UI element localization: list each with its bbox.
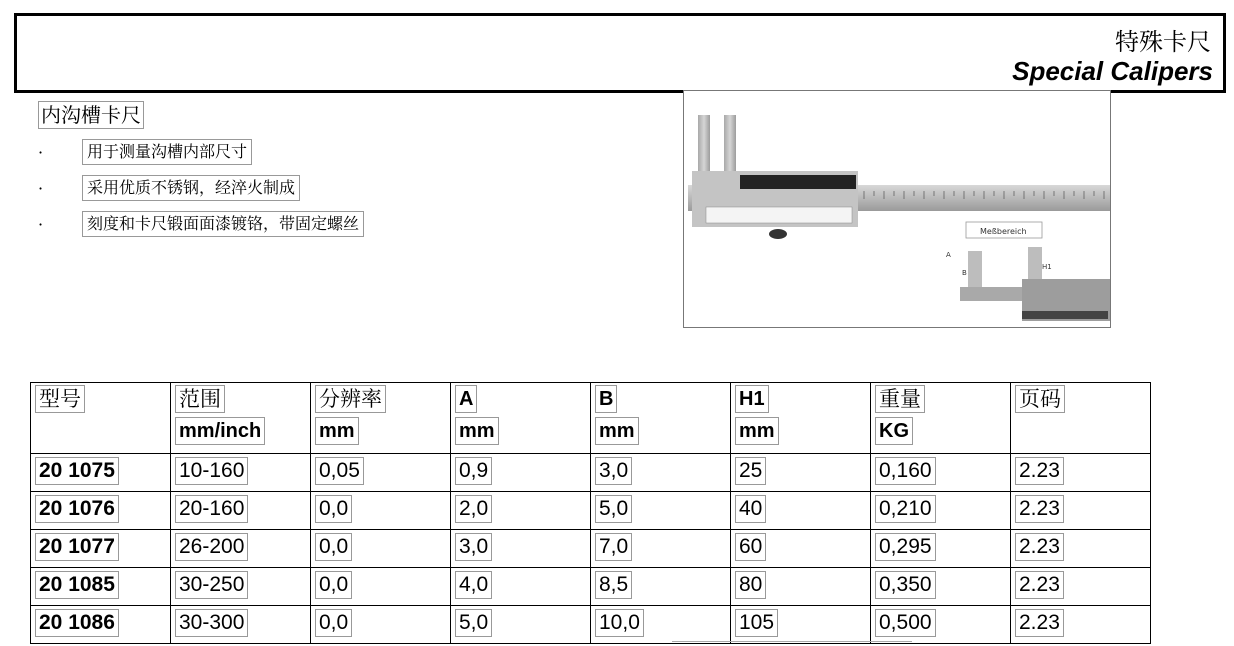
table-cell [731, 492, 871, 530]
table-cell [31, 530, 171, 568]
cell-value: 0,05 [315, 457, 364, 485]
feature-text: 用于测量沟槽内部尺寸 [82, 139, 252, 165]
header-cell [1011, 383, 1151, 454]
table-cell [871, 568, 1011, 606]
cell-value: 0,160 [875, 457, 936, 485]
bullet: · [38, 215, 44, 234]
header-cell [451, 383, 591, 454]
table-row [31, 454, 1151, 492]
cell-value: 10,0 [595, 609, 644, 637]
table-cell [1011, 568, 1151, 606]
cell-value: 0,9 [455, 457, 492, 485]
cell-value: 4,0 [455, 571, 492, 599]
table-cell [871, 492, 1011, 530]
table-cell [311, 568, 451, 606]
table-cell [1011, 492, 1151, 530]
header-cell [171, 383, 311, 454]
cell-value: 20-160 [175, 495, 248, 523]
cell-value: 60 [735, 533, 766, 561]
header-title-cn: 特殊卡尺 [1115, 28, 1211, 56]
table-row [31, 530, 1151, 568]
diagram-label-h1: H1 [1042, 263, 1052, 271]
cell-value: 40 [735, 495, 766, 523]
model-number: 20 1085 [35, 571, 119, 599]
model-number: 20 1077 [35, 533, 119, 561]
header-label: 范围 [175, 385, 225, 413]
header-cell [311, 383, 451, 454]
table-cell [171, 568, 311, 606]
cell-value: 0,350 [875, 571, 936, 599]
header-label: 页码 [1015, 385, 1065, 413]
table-cell [311, 454, 451, 492]
table-header-row [31, 383, 1151, 454]
bullet: · [38, 179, 44, 198]
diagram-label-b: B [962, 269, 967, 277]
section-title: 内沟槽卡尺 [38, 101, 144, 129]
table-cell [31, 492, 171, 530]
feature-text: 采用优质不锈钢，经淬火制成 [82, 175, 300, 201]
table-row [31, 606, 1151, 644]
cell-value: 3,0 [595, 457, 632, 485]
table-cell [451, 454, 591, 492]
vernier-scale [706, 207, 852, 223]
table-cell [451, 530, 591, 568]
cell-value: 2,0 [455, 495, 492, 523]
table-row [31, 568, 1151, 606]
table-cell [311, 606, 451, 644]
caliper-photo [683, 90, 1111, 328]
caliper-illustration [684, 91, 1111, 328]
bottom-rule [672, 641, 912, 642]
slider-dark-band [740, 175, 856, 189]
cell-value: 0,0 [315, 609, 352, 637]
table-cell [171, 454, 311, 492]
header-cell [871, 383, 1011, 454]
header-label: 重量 [875, 385, 925, 413]
header-unit: mm [735, 417, 779, 445]
table-cell [591, 492, 731, 530]
cell-value: 2.23 [1015, 571, 1064, 599]
table-cell [31, 606, 171, 644]
table-cell [1011, 530, 1151, 568]
table-cell [1011, 454, 1151, 492]
cell-value: 0,0 [315, 495, 352, 523]
cell-value: 7,0 [595, 533, 632, 561]
cell-value: 0,500 [875, 609, 936, 637]
table-cell [451, 568, 591, 606]
table-cell [871, 606, 1011, 644]
header-unit: mm [595, 417, 639, 445]
table-cell [731, 568, 871, 606]
model-number: 20 1086 [35, 609, 119, 637]
table-cell [311, 492, 451, 530]
table-cell [591, 606, 731, 644]
table-cell [871, 454, 1011, 492]
diagram-measure-label: Meßbereich [980, 227, 1027, 236]
table-cell [731, 454, 871, 492]
header-unit: mm/inch [175, 417, 265, 445]
cell-value: 30-250 [175, 571, 248, 599]
cell-value: 0,210 [875, 495, 936, 523]
cell-value: 2.23 [1015, 609, 1064, 637]
cell-value: 10-160 [175, 457, 248, 485]
cell-value: 8,5 [595, 571, 632, 599]
cell-value: 80 [735, 571, 766, 599]
header-cell [591, 383, 731, 454]
header-cell [731, 383, 871, 454]
table-cell [171, 606, 311, 644]
table-cell [451, 492, 591, 530]
cell-value: 0,0 [315, 571, 352, 599]
model-number: 20 1076 [35, 495, 119, 523]
cell-value: 5,0 [595, 495, 632, 523]
table-row [31, 492, 1151, 530]
header-unit: mm [455, 417, 499, 445]
header-label: 型号 [35, 385, 85, 413]
header-label: 分辨率 [315, 385, 386, 413]
table-cell [871, 530, 1011, 568]
header-title-en: Special Calipers [1012, 56, 1213, 86]
cell-value: 2.23 [1015, 533, 1064, 561]
cell-value: 105 [735, 609, 778, 637]
table-cell [451, 606, 591, 644]
cell-value: 2.23 [1015, 457, 1064, 485]
diagram-label-a: A [946, 251, 951, 259]
header-unit: KG [875, 417, 913, 445]
table-cell [311, 530, 451, 568]
header-box [14, 13, 1226, 93]
bullet: · [38, 143, 44, 162]
header-cell [31, 383, 171, 454]
diagram-dark-strip [1022, 311, 1108, 319]
table-cell [31, 568, 171, 606]
table-cell [171, 530, 311, 568]
table-cell [591, 530, 731, 568]
cell-value: 0,0 [315, 533, 352, 561]
cell-value: 25 [735, 457, 766, 485]
header-unit: mm [315, 417, 359, 445]
groove-diagram [946, 222, 1111, 321]
table-cell [171, 492, 311, 530]
table-cell [731, 530, 871, 568]
cell-value: 5,0 [455, 609, 492, 637]
header-label: H1 [735, 385, 769, 413]
thumb-screw [769, 229, 787, 239]
model-number: 20 1075 [35, 457, 119, 485]
table-cell [591, 454, 731, 492]
cell-value: 2.23 [1015, 495, 1064, 523]
table-cell [591, 568, 731, 606]
cell-value: 30-300 [175, 609, 248, 637]
spec-table [30, 382, 1151, 644]
table-cell [1011, 606, 1151, 644]
table-cell [31, 454, 171, 492]
cell-value: 3,0 [455, 533, 492, 561]
cell-value: 26-200 [175, 533, 248, 561]
table-cell [731, 606, 871, 644]
header-label: A [455, 385, 477, 413]
feature-text: 刻度和卡尺锻面面漆镀铬，带固定螺丝 [82, 211, 364, 237]
diagram-jaw-left [968, 251, 982, 291]
header-label: B [595, 385, 617, 413]
cell-value: 0,295 [875, 533, 936, 561]
